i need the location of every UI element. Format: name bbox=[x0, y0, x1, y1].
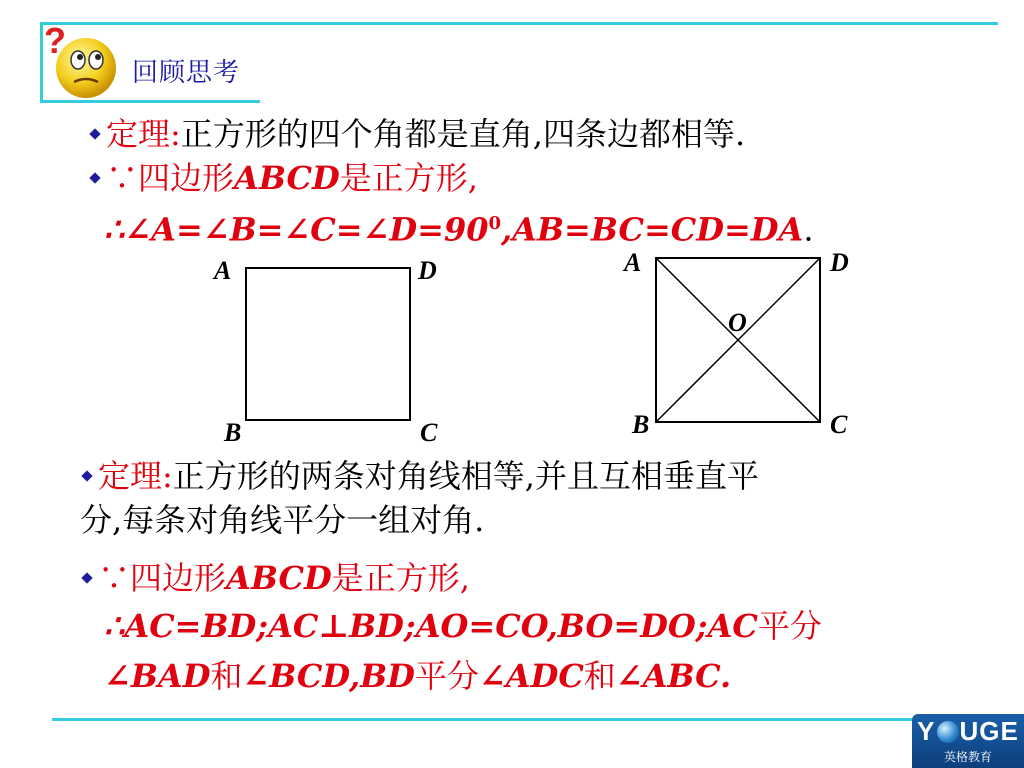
figure-2-label-o: O bbox=[728, 308, 747, 337]
given-2-line3-f: 和 bbox=[583, 657, 616, 695]
figure-1-label-b: B bbox=[224, 418, 242, 447]
globe-icon bbox=[937, 721, 959, 743]
figure-1-label-c: C bbox=[420, 418, 438, 447]
given-2-line2-b: 平分 bbox=[757, 607, 822, 645]
logo-wordmark bbox=[912, 716, 1024, 747]
square-figure bbox=[240, 262, 416, 426]
given-1-name: ABCD bbox=[234, 159, 340, 197]
given-1-therefore: ∴∠A=∠B=∠C=∠D=90 bbox=[104, 210, 489, 249]
given-2-line3-d: 平分 bbox=[414, 657, 479, 695]
given-2-rest: 是正方形, bbox=[331, 559, 470, 597]
theorem-2-text-line1: 正方形的两条对角线相等,并且互相垂直平 bbox=[172, 457, 759, 495]
given-2-line3-b: 和 bbox=[210, 657, 243, 695]
given-2-line3-e: ∠ADC bbox=[478, 657, 584, 695]
given-2-name: ABCD bbox=[226, 559, 332, 597]
given-1-rest: 是正方形, bbox=[339, 159, 478, 197]
figure-2-label-a: A bbox=[624, 248, 642, 277]
yuge-logo bbox=[912, 714, 1024, 768]
top-rule bbox=[40, 22, 998, 25]
square-diagonals-figure bbox=[650, 252, 826, 428]
given-2-line3-a: ∠BAD bbox=[104, 657, 211, 695]
theorem-1-label: 定理: bbox=[106, 115, 181, 153]
bullet-icon bbox=[81, 470, 92, 481]
given-1-period: . bbox=[803, 210, 814, 249]
figure-1-label-d: D bbox=[418, 256, 437, 285]
given-2-line3 bbox=[104, 656, 731, 696]
given-2-line2 bbox=[104, 606, 822, 646]
given-2-because: ∵四边形 bbox=[98, 559, 227, 597]
given-2-line2-a: ∴AC=BD;AC⊥BD;AO=CO,BO=DO;AC bbox=[104, 607, 758, 645]
theorem-2 bbox=[80, 456, 759, 496]
figure-2-label-c: C bbox=[830, 410, 848, 439]
bullet-icon bbox=[89, 128, 100, 139]
question-mark: ? bbox=[44, 20, 66, 61]
square-outline bbox=[246, 268, 410, 420]
thinking-face-icon bbox=[44, 20, 120, 102]
logo-subtitle: 英格教育 bbox=[943, 750, 992, 764]
bullet-icon bbox=[89, 172, 100, 183]
given-1-conclusion bbox=[104, 204, 814, 250]
given-1-superscript: 0 bbox=[488, 213, 502, 234]
theorem-1-text: 正方形的四个角都是直角,四条边都相等. bbox=[180, 115, 746, 153]
given-1 bbox=[88, 158, 478, 198]
logo-right: UGE bbox=[959, 716, 1019, 746]
figure-1-label-a: A bbox=[214, 256, 232, 285]
page-title: 回顾思考 bbox=[132, 58, 241, 88]
bottom-rule bbox=[52, 718, 912, 721]
given-2-line3-c: ∠BCD,BD bbox=[242, 657, 415, 695]
logo-left: Y bbox=[917, 716, 936, 746]
figure-2-label-b: B bbox=[632, 410, 650, 439]
theorem-1 bbox=[88, 114, 745, 154]
theorem-2-label: 定理: bbox=[98, 457, 173, 495]
given-2 bbox=[80, 558, 470, 598]
given-1-because: ∵四边形 bbox=[106, 159, 235, 197]
given-1-therefore-rest: ,AB=BC=CD=DA bbox=[501, 210, 804, 249]
header-left-rule bbox=[40, 22, 43, 102]
theorem-2-line2: 分,每条对角线平分一组对角. bbox=[80, 501, 485, 539]
given-2-line3-g: ∠ABC. bbox=[615, 657, 732, 695]
figure-2-label-d: D bbox=[830, 248, 849, 277]
bullet-icon bbox=[81, 572, 92, 583]
